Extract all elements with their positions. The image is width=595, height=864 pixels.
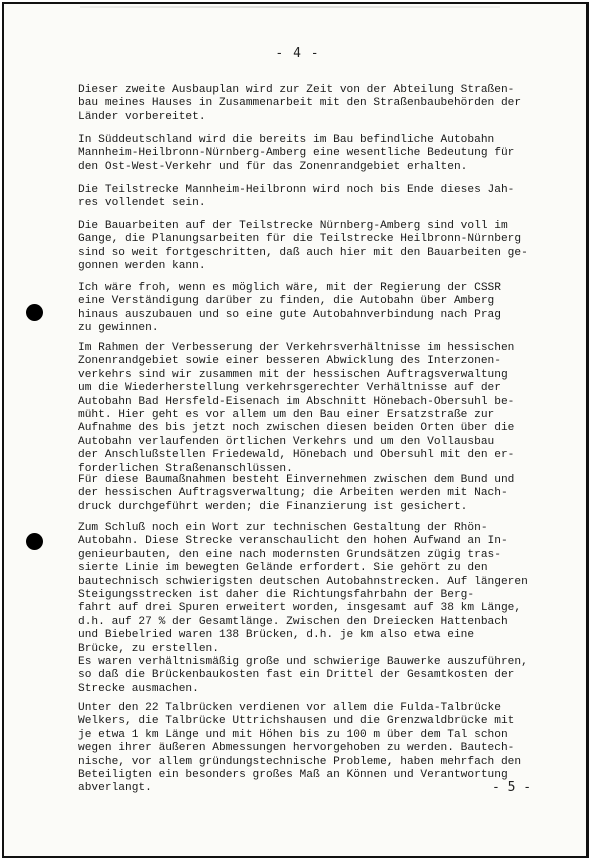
text-line: wegen ihrer äußeren Abmessungen hervorgehoben zu werden. Bautech- (78, 742, 515, 755)
text-line: so daß die Brückenbaukosten fast ein Drittel der Gesamtkosten der (78, 669, 515, 682)
text-line: Autobahn verlaufenden örtlichen Verkehrs und um den Vollausbau (78, 435, 495, 448)
text-line: Autobahn Bad Hersfeld-Eisenach im Abschnitt Hönebach-Obersuhl be- (78, 395, 515, 408)
text-line: je etwa 1 km Länge und mit Höhen bis zu 100 m über dem Tal schon (78, 728, 508, 741)
paragraph-9 (78, 656, 544, 696)
text-line: abverlangt. (78, 782, 152, 795)
punch-hole-bottom (26, 533, 43, 550)
paragraph-5 (78, 282, 544, 336)
text-line: eine Verständigung darüber zu finden, die Autobahn über Amberg (78, 295, 495, 308)
text-line: hinaus auszubauen und so eine gute Autobahnverbindung nach Prag (78, 308, 501, 321)
text-line: nische, vor allem gründungstechnische Probleme, haben mehrfach den (78, 755, 522, 768)
text-line: Strecke ausmachen. (78, 682, 199, 695)
text-line: Für diese Baumaßnahmen besteht Einvernehmen zwischen dem Bund und (78, 474, 515, 486)
text-line: Gange, die Planungsarbeiten für die Teilstrecke Heilbronn-Nürnberg (78, 233, 522, 246)
paragraph-2 (78, 134, 544, 174)
text-line: gonnen werden kann. (78, 260, 206, 273)
text-line: sierte Linie im bewegten Gelände erfordert. Sie gehört zu den (78, 562, 488, 575)
text-line: Beteiligten ein besonders großes Maß an Können und Verantwortung (78, 769, 508, 782)
text-line: Die Teilstrecke Mannheim-Heilbronn wird noch bis Ende dieses Jah- (78, 184, 515, 196)
text-line: den Ost-West-Verkehr und für das Zonenrandgebiet erhalten. (78, 160, 468, 173)
text-line: Zum Schluß noch ein Wort zur technischen Gestaltung der Rhön- (78, 522, 488, 534)
paragraph-6 (78, 342, 544, 476)
paragraph-10 (78, 702, 544, 796)
text-line: bau meines Hauses in Zusammenarbeit mit den Straßenbaubehörden der (78, 97, 522, 110)
text-line: Es waren verhältnismäßig große und schwierige Bauwerke auszuführen, (78, 656, 528, 668)
text-line: Mannheim-Heilbronn-Nürnberg-Amberg eine wesentliche Bedeutung für (78, 147, 515, 160)
text-line: zu gewinnen. (78, 322, 159, 335)
next-page-marker: - 5 - (492, 780, 532, 795)
paragraph-1 (78, 84, 544, 124)
text-line: der Anschlußstellen Friedewald, Hönebach und Obersuhl mit den er- (78, 449, 515, 462)
text-line: res vollendet sein. (78, 197, 206, 210)
text-line: Brücke, zu erstellen. (78, 642, 219, 655)
paragraph-8 (78, 522, 544, 656)
text-line: verkehrs sind wir zusammen mit der hessischen Auftragsverwaltung (78, 368, 508, 381)
text-line: Unter den 22 Talbrücken verdienen vor allem die Fulda-Talbrücke (78, 702, 501, 714)
punch-hole-top (26, 304, 43, 321)
text-line: müht. Hier geht es vor allem um den Bau einer Ersatzstraße zur (78, 409, 495, 422)
text-line: Die Bauarbeiten auf der Teilstrecke Nürnberg-Amberg sind voll im (78, 220, 508, 232)
text-line: Länder vorbereitet. (78, 110, 206, 123)
scan-artifact (80, 6, 500, 8)
text-line: fahrt auf drei Spuren erweitert worden, insgesamt auf 38 km Länge, (78, 602, 522, 615)
text-line: Im Rahmen der Verbesserung der Verkehrsverhältnisse im hessischen (78, 342, 515, 354)
paragraph-3 (78, 184, 544, 211)
text-line: druck durchgeführt werden; die Finanzierung ist gesichert. (78, 500, 468, 513)
text-line: genieurbauten, den eine nach modernsten Grundsätzen zügig tras- (78, 548, 501, 561)
text-line: der hessischen Auftragsverwaltung; die Arbeiten werden mit Nach- (78, 487, 508, 500)
text-line: Zonenrandgebiet sowie einer besseren Abwicklung des Interzonen- (78, 355, 501, 368)
paragraph-4 (78, 220, 544, 274)
text-line: und Biebelried waren 138 Brücken, d.h. je km also etwa eine (78, 629, 475, 642)
text-line: Welkers, die Talbrücke Uttrichshausen und die Grenzwaldbrücke mit (78, 715, 515, 728)
text-line: In Süddeutschland wird die bereits im Bau befindliche Autobahn (78, 134, 495, 146)
text-line: Aufnahme des bis jetzt noch zwischen diesen beiden Orten über die (78, 422, 515, 435)
text-line: um die Wiederherstellung verkehrsgerechter Verhältnisse auf der (78, 382, 501, 395)
page-number: - 4 - (275, 46, 320, 61)
text-line: sind so weit fortgeschritten, daß auch hier mit den Bauarbeiten ge- (78, 246, 528, 259)
text-line: Steigungsstrecken ist daher die Richtungsfahrbahn der Berg- (78, 589, 475, 602)
text-line: Ich wäre froh, wenn es möglich wäre, mit der Regierung der CSSR (78, 282, 501, 294)
text-line: d.h. auf 27 % der Gesamtlänge. Zwischen den Dreiecken Hattenbach (78, 615, 508, 628)
text-line: bautechnisch schwierigsten deutschen Autobahnstrecken. Auf längeren (78, 575, 528, 588)
paragraph-7 (78, 474, 544, 514)
text-line: forderlichen Straßenanschlüssen. (78, 462, 293, 475)
text-line: Autobahn. Diese Strecke veranschaulicht den hohen Aufwand an In- (78, 535, 508, 548)
text-line: Dieser zweite Ausbauplan wird zur Zeit von der Abteilung Straßen- (78, 84, 515, 96)
